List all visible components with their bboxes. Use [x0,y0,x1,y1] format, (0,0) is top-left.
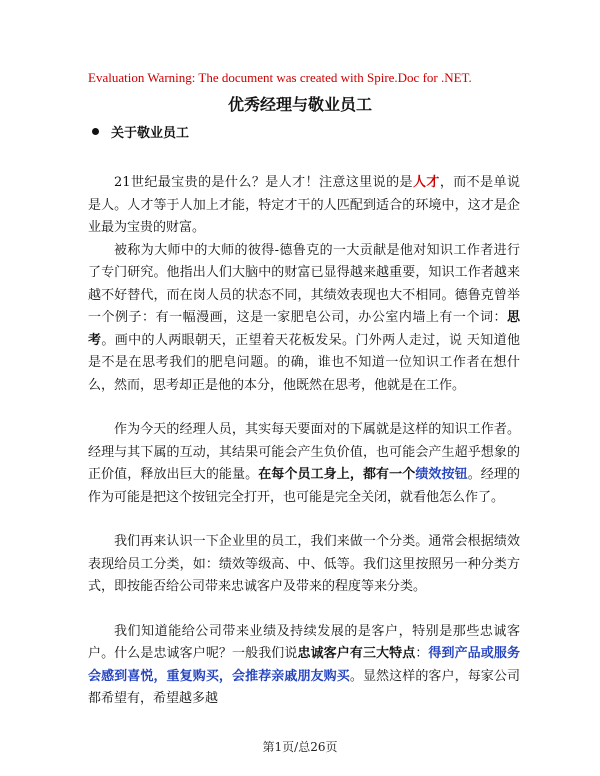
document-body [88,150,520,711]
evaluation-warning: Evaluation Warning: The document was created with Spire.Doc for .NET. [88,70,472,85]
highlight-performance-button: 绩效按钮 [415,467,468,482]
highlight-loyal-traits: 得到产品或服务会感到喜悦，重复购买，会推荐亲戚朋友购买 [88,646,520,684]
highlight-three-traits: 忠诚客户有三大特点 [297,646,416,661]
highlight-each-employee: 在每个员工身上，都有一个 [258,467,416,482]
paragraph-5: 我们知道能给公司带来业绩及持续发展的是客户，特别是那些忠诚客户。什么是忠诚客户呢？一般我们说忠诚客户有三大特点：得到产品或服务会感到喜悦，重复购买，会推荐亲戚朋友购买。显然这样的客户，每家公司都希望有，希望越多越 [88,623,520,706]
paragraph-2: 被称为大师中的大师的彼得-德鲁克的一大贡献是他对知识工作者进行了专门研究。他指出人们大脑中的财富已显得越来越重要，知识工作者越来越不好替代，而在岗人员的状态不同，其绩效表现也大不相同。德鲁克曾举一个例子：有一幅漫画，这是一家肥皂公司，办公室内墙上有一个词：思考。画中的人两眼朝天，正望着天花板发呆。门外两人走过，说 天知道他是不是在思考我们的肥皂问题。的确，谁也不知道一位知识工作者在想什么，然而，思考却正是他的本分，他既然在思考，他就是在工作。 [88,242,520,393]
page-footer: 第1页/总26页 [262,740,338,754]
paragraph-4: 我们再来认识一下企业里的员工，我们来做一个分类。通常会根据绩效表现给员工分类，如：绩效等级高、中、低等。我们这里按照另一种分类方式，即按能否给公司带来忠诚客户及带来的程度等来分类。 [88,534,520,594]
paragraph-1: 21世纪最宝贵的是什么？是人才！注意这里说的是人才，而不是单说是人。人才等于人加上才能，特定才干的人匹配到适合的环境中，这才是企业最为宝贵的财富。 [88,175,520,235]
page-title: 优秀经理与敬业员工 [227,95,372,114]
paragraph-3: 作为今天的经理人员，其实每天要面对的下属就是这样的知识工作者。经理与其下属的互动，其结果可能会产生负价值，也可能会产生超乎想象的正价值，释放出巨大的能量。在每个员工身上，都有一个绩效按钮。经理的作为可能是把这个按钮完全打开，也可能是完全关闭，就看他怎么作了。 [88,422,520,505]
highlight-think: 思考 [88,310,520,348]
section-heading [92,122,189,141]
highlight-talent: 人才 [412,175,440,190]
bullet-icon [92,128,99,135]
section-heading-text: 关于敬业员工 [111,126,190,141]
